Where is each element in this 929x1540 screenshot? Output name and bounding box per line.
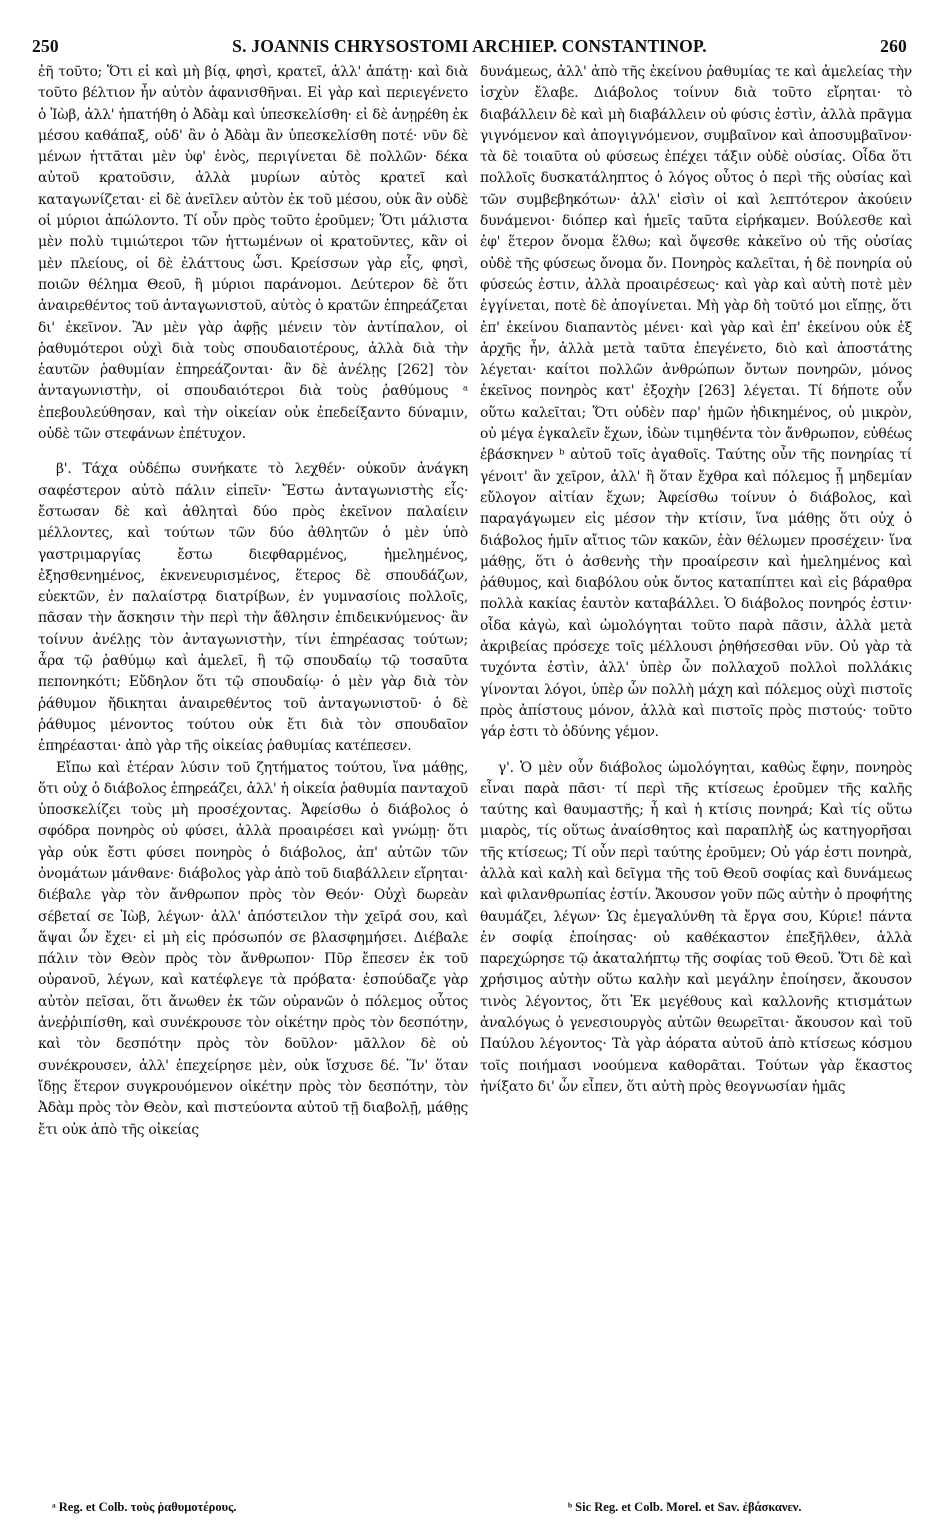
left-paragraph-3: Εἴπω καὶ ἑτέραν λύσιν τοῦ ζητήματος τούτου, ἵνα μάθῃς, ὅτι οὐχ ὁ διάβολος ἐπηρεάζει, ἀλλ' ἡ οἰκεία ῥαθυμία πανταχοῦ ὑποσκελίζει τοὺς μὴ προσέχοντας. Ἀφείσθω ὁ διάβολος ὁ σφόδρα πονηρὸς οὐ φύσει, ἀλλὰ προαιρέσει καὶ γνώμῃ· ὅτι γὰρ οὐκ ἔστι φύσει πονηρὸς ὁ διάβολος, ἀπ' αὐτῶν τῶν ὀνομάτων μάνθανε· διάβολος γὰρ ἀπὸ τοῦ διαβάλλειν εἴρηται· διέβαλε γὰρ τὸν ἄνθρωπον πρὸς τὸν Θεόν· Οὐχὶ δωρεὰν σέβεταί σε Ἰὼβ, λέγων· ἀλλ' ἀπόστειλον τὴν χεῖρά σου, καὶ ἅψαι ὧν ἔχει· εἰ μὴ εἰς πρόσωπόν σε βλασφημήσει. Διέβαλε πάλιν τὸν Θεὸν πρὸς τὸν ἄνθρωπον· Πῦρ ἔπεσεν ἐκ τοῦ οὐρανοῦ, λέγων, καὶ κατέφλεγε τὰ πρόβατα· ἐσπούδαζε γὰρ αὐτὸν πεῖσαι, ὅτι ἄνωθεν ἐκ τῶν οὐρανῶν ὁ πόλεμος οὗτος ἀνεῤῥιπίσθη, καὶ συνέκρουσε τὸν οἰκέτην πρὸς τὸν δεσπότην, καὶ τὸν δεσπότην πρὸς τὸν δοῦλον· μᾶλλον δὲ οὐ συνέκρουσεν, ἀλλ' ἐπεχείρησε μὲν, οὐκ ἴσχυσε δέ. Ἵν' ὅταν ἴδῃς ἕτερον συγκρουόμενον οἰκέτην πρὸς τὸν δεσπότην, τὸν Ἀδὰμ πρὸς τὸν Θεὸν, καὶ πιστεύοντα αὐτοῦ τῇ διαβολῇ, μάθῃς ἔτι οὐκ ἀπὸ τῆς οἰκείας <box>38 759 468 1138</box>
running-header <box>32 36 907 60</box>
left-column <box>38 62 468 1141</box>
right-paragraph-1: δυνάμεως, ἀλλ' ἀπὸ τῆς ἐκείνου ῥαθυμίας τε καὶ ἀμελείας τὴν ἰσχὺν ἔλαβε. Διάβολος τοίνυν διὰ τοῦτο εἴρηται· τὸ διαβάλλειν δὲ καὶ μὴ διαβάλλειν οὐ φύσις ἐστὶν, ἀλλὰ πρᾶγμα γιγνόμενον καὶ ἀπογιγνόμενον, συμβαῖνον καὶ ἀποσυμβαῖνον· τὰ δὲ τοιαῦτα οὐ φύσεως ἐπέχει τάξιν οὐδὲ οὐσίας. Οἶδα ὅτι πολλοῖς δυσκατάληπτος ὁ λόγος οὗτος ὁ περὶ τῆς οὐσίας καὶ τῶν συμβεβηκότων· ἀλλ' εἰσὶν οἱ καὶ λεπτότερον ἀκούειν δυνάμενοι· διόπερ καὶ ἡμεῖς ταῦτα εἰρήκαμεν. Βούλεσθε καὶ ἐφ' ἕτερον ὄνομα ἔλθω; καὶ ὄψεσθε κἀκεῖνο οὐ τῆς οὐσίας οὐδὲ τῆς φύσεως ὄνομα ὄν. Πονηρὸς καλεῖται, ἡ δὲ πονηρία οὐ φύσεώς ἐστιν, ἀλλὰ προαιρέσεως· καὶ γὰρ καὶ αὐτὴ ποτὲ μὲν ἐγγίνεται, ποτὲ δὲ ἀπογίνεται. Μὴ γὰρ δὴ τοῦτό μοι εἴπῃς, ὅτι ἐπ' ἐκείνου διαπαντὸς μένει· καὶ γὰρ καὶ ἐπ' ἐκείνου οὐκ ἐξ ἀρχῆς ἦν, ἀλλὰ μετὰ ταῦτα ἐπεγένετο, διὸ καὶ ἀποστάτης λέγεται· καίτοι πολλῶν ἀνθρώπων ὄντων πονηρῶν, μόνος ἐκεῖνος πονηρὸς κατ' ἐξοχὴν [263] λέγεται. Τί δήποτε οὖν οὕτω καλεῖται; Ὅτι οὐδὲν παρ' ἡμῶν ἠδικημένος, οὐ μικρὸν, οὐ μέγα ἐγκαλεῖν ἔχων, ἰδὼν τιμηθέντα τὸν ἄνθρωπον, εὐθέως ἐβάσκηνεν ᵇ αὐτοῦ τοῖς ἀγαθοῖς. Ταύτης οὖν τῆς πονηρίας τί γένοιτ' ἂν χεῖρον, ἀλλ' ἢ ὅταν ἔχθρα καὶ πόλεμος ᾖ μηδεμίαν εὔλογον αἰτίαν ἔχων; Ἀφείσθω τοίνυν ὁ διάβολος, καὶ παραγάγωμεν εἰς μέσον τὴν κτίσιν, ἵνα μάθῃς ὅτι οὐχ ὁ διάβολος ἡμῖν αἴτιος τῶν κακῶν, ἐὰν θέλωμεν προσέχειν· ἵνα μάθῃς, ὅτι ὁ ἀσθενὴς τὴν προαίρεσιν καὶ ἠμελημένος καὶ ῥάθυμος, καὶ διαβόλου οὐκ ὄντος καταπίπτει καὶ εἰς βάραθρα πολλὰ κακίας ἑαυτὸν καταβάλλει. Ὁ διάβολος πονηρός ἐστιν· οἶδα κἀγὼ, καὶ ὡμολόγηται τοῦτο παρὰ πᾶσιν, ἀλλὰ μετὰ ἀκριβείας πρόσεχε τοῖς μέλλουσι ῥηθήσεσθαι νῦν. Οὐ γὰρ τὰ τυχόντα ἐστὶν, ἀλλ' ὑπὲρ ὧν πολλαχοῦ πολλοὶ πολλάκις γίνονται λόγοι, ὑπὲρ ὧν πολλὴ μάχη καὶ πόλεμος οὐχὶ πιστοῖς πρὸς ἀπίστους μόνον, ἀλλὰ καὶ πιστοῖς πρὸς πιστούς· τοῦτο γάρ ἐστι τὸ ὀδύνης γέμον. <box>480 64 912 741</box>
right-column <box>480 62 912 1098</box>
footnote-b: ᵇ Sic Reg. et Colb. Morel. et Sav. ἐβάσκανεν. <box>568 1500 802 1514</box>
page-number-right: 260 <box>880 36 907 56</box>
page-number-left: 250 <box>32 36 59 56</box>
footnote-a: ᵃ Reg. et Colb. τοὺς ῥαθυμοτέρους. <box>52 1500 237 1514</box>
left-paragraph-1: ἐῆ τοῦτο; Ὅτι εἰ καὶ μὴ βίᾳ, φησὶ, κρατεῖ, ἀλλ' ἀπάτῃ· καὶ διὰ τοῦτο βέλτιον ἦν αὐτὸν ἀφανισθῆναι. Εἰ γὰρ καὶ περιεγένετο ὁ Ἰὼβ, ἀλλ' ἠπατήθη ὁ Ἀδὰμ καὶ ὑπεσκελίσθη· εἰ δὲ ἀνῃρέθη ἐκ μέσου καθάπαξ, οὐδ' ἂν ὁ Ἀδὰμ ἂν ὑπεσκελίσθη ποτέ· νῦν δὲ μένων ἡττᾶται μὲν ὑφ' ἑνὸς, περιγίνεται δὲ πολλῶν· δέκα αὐτοῦ κρατοῦσιν, ἀλλὰ μυρίων αὐτὸς κρατεῖ καὶ καταγωνίζεται· εἰ δὲ ἀνεῖλεν αὐτὸν ἐκ τοῦ μέσου, οὐκ ἂν οὐδὲ οἱ μύριοι ἀπώλοντο. Τί οὖν πρὸς τοῦτο ἐροῦμεν; Ὅτι μάλιστα μὲν πολὺ τιμιώτεροι τῶν ἡττωμένων οἱ κρατοῦντες, κἂν οἱ μὲν πλείους, οἱ δὲ ἐλάττους ὦσι. Κρείσσων γὰρ εἷς, φησὶ, ποιῶν θέλημα Θεοῦ, ἢ μύριοι παράνομοι. Δεύτερον δὲ ὅτι ἀναιρεθέντος τοῦ ἀνταγωνιστοῦ, αὐτὸς ὁ κρατῶν ἐπηρεάζεται δι' ἐκεῖνον. Ἂν μὲν γὰρ ἀφῇς μένειν τὸν ἀντίπαλον, οἱ ῥαθυμότεροι οὐχὶ διὰ τοὺς σπουδαιοτέρους, ἀλλὰ διὰ τὴν ἑαυτῶν ῥαθυμίαν ἐπηρεάζονται· ἂν δὲ ἀνέλῃς [262] τὸν ἀνταγωνιστὴν, οἱ σπουδαιότεροι διὰ τοὺς ῥαθύμους ᵃ ἐπεβουλεύθησαν, καὶ τὴν οἰκείαν οὐκ ἐπεδείξαντο δύναμιν, οὐδὲ τῶν στεφάνων ἐπέτυχον. <box>38 64 468 443</box>
running-title: S. JOANNIS CHRYSOSTOMI ARCHIEP. CONSTANTINOP. <box>232 36 707 56</box>
right-paragraph-2: γ'. Ὁ μὲν οὖν διάβολος ὡμολόγηται, καθὼς ἔφην, πονηρὸς εἶναι παρὰ πᾶσι· τί περὶ τῆς κτίσεως ἐροῦμεν τῆς καλῆς ταύτης καὶ θαυμαστῆς; ἦ καὶ ἡ κτίσις πονηρά; Καὶ τίς οὕτω μιαρὸς, τίς οὕτως ἀναίσθητος καὶ παραπλὴξ ὡς κατηγορῆσαι τῆς κτίσεως; Τί οὖν περὶ ταύτης ἐροῦμεν; Οὐ γάρ ἐστι πονηρὰ, ἀλλὰ καὶ καλὴ καὶ δεῖγμα τῆς τοῦ Θεοῦ σοφίας καὶ δυνάμεως καὶ φιλανθρωπίας ἐστίν. Ἄκουσον γοῦν πῶς αὐτὴν ὁ προφήτης θαυμάζει, λέγων· Ὡς ἐμεγαλύνθη τὰ ἔργα σου, Κύριε! πάντα ἐν σοφίᾳ ἐποίησας· οὐ καθέκαστον ἐπεξῆλθεν, ἀλλὰ παρεχώρησε τῷ ἀκαταλήπτῳ τῆς σοφίας τοῦ Θεοῦ. Ὅτι δὲ καὶ χρήσιμος αὐτὴν οὕτω καλὴν καὶ μεγάλην ἐποίησεν, ἄκουσον τινὸς λέγοντος, ὅτι Ἐκ μεγέθους καὶ καλλονῆς κτισμάτων ἀναλόγως ὁ γενεσιουργὸς αὐτῶν θεωρεῖται· ἄκουσον καὶ τοῦ Παύλου λέγοντος· Τὰ γὰρ ἀόρατα αὐτοῦ ἀπὸ κτίσεως κόσμου τοῖς ποιήμασι νοούμενα καθορᾶται. Τούτων γὰρ ἕκαστος ἠνίξατο δι' ὧν εἶπεν, ὅτι αὐτὴ πρὸς θεογνωσίαν ἡμᾶς <box>480 759 912 1095</box>
left-paragraph-2: β'. Τάχα οὐδέπω συνήκατε τὸ λεχθέν· οὐκοῦν ἀνάγκη σαφέστερον αὐτὸ πάλιν εἰπεῖν· Ἔστω ἀνταγωνιστὴς εἷς· ἔστωσαν δὲ καὶ ἀθληταὶ δύο πρὸς ἐκεῖνον παλαίειν μέλλοντες, καὶ τούτων τῶν δύο ἀθλητῶν ὁ μὲν ὑπὸ γαστριμαργίας ἔστω διεφθαρμένος, ἠμελημένος, ἐξησθενημένος, ἐκνενευρισμένος, ἕτερος δὲ σπουδάζων, εὐεκτῶν, ἐν παλαίστρᾳ διατρίβων, ἐν γυμνασίοις πολλοῖς, πᾶσαν τὴν ἄσκησιν τὴν περὶ τὴν ἄθλησιν ἐπιδεικνύμενος· ἂν τοίνυν ἀνέλῃς τὸν ἀνταγωνιστὴν, τίνι ἐπηρέασας τούτων; ἆρα τῷ ῥαθύμῳ καὶ ἀμελεῖ, ἢ τῷ σπουδαίῳ τῷ τοσαῦτα πεπονηκότι; Εὔδηλον ὅτι τῷ σπουδαίῳ· ὁ μὲν γὰρ διὰ τὸν ῥάθυμον ἤδικηται ἀναιρεθέντος τοῦ ἀνταγωνιστοῦ· ὁ δὲ ῥάθυμος μένοντος τούτου οὐκ ἔτι διὰ τὸν σπουδαῖον ἐπηρέασται· ἀπὸ γὰρ τῆς οἰκείας ῥαθυμίας κατέπεσεν. <box>38 461 468 755</box>
